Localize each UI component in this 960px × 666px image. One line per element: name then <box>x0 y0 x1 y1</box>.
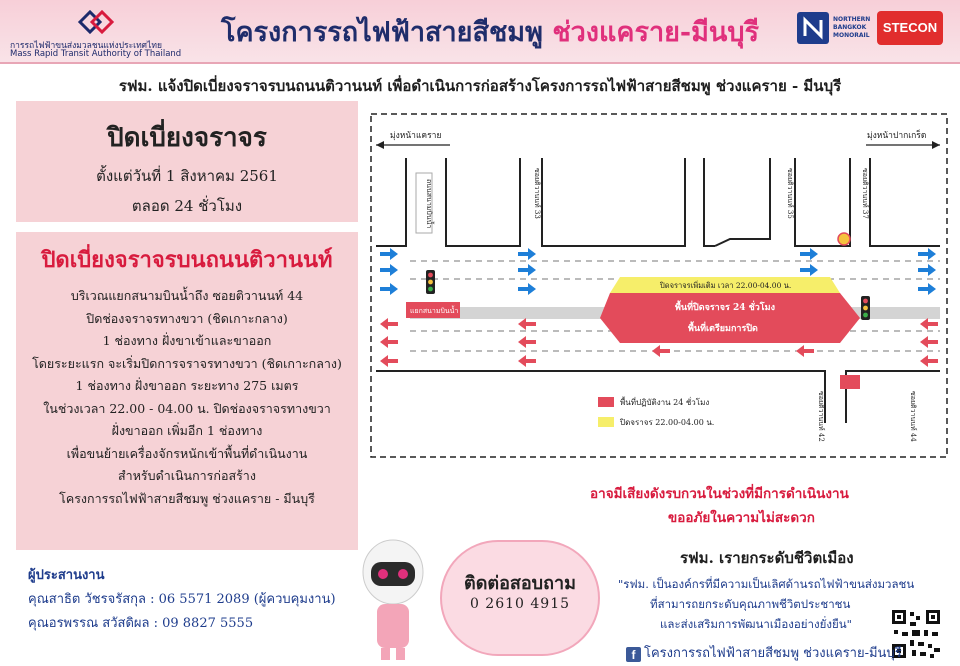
page-title <box>190 10 790 53</box>
facebook-page-name: โครงการรถไฟฟ้าสายสีชมพู ช่วงแคราย-มีนบุรี <box>644 646 902 661</box>
nbm-logo <box>797 12 871 46</box>
facebook-icon: f <box>626 647 641 662</box>
soi-label: ซอยติวานนท์ 44 <box>909 391 917 442</box>
zone-night-label: ปิดจราจรเพิ่มเติม เวลา 22.00-04.00 น. <box>660 281 792 290</box>
traffic-light-icon <box>861 296 870 320</box>
detail-line: ฝั่งขาออก เพิ่มอีก 1 ช่องทาง <box>111 423 263 438</box>
shell-station-icon <box>838 233 850 245</box>
direction-left-label: มุ่งหน้าแคราย <box>390 131 442 141</box>
mrta-emblem-icon <box>76 8 116 36</box>
detail-line: บริเวณแยกสนามบินน้ำถึง ซอยติวานนท์ 44 <box>70 288 304 303</box>
legend-label-yellow: ปิดจราจร 22.00-04.00 น. <box>620 418 715 427</box>
soi-label: ซอยติวานนท์ 33 <box>533 168 541 219</box>
soi-label: ซอยติวานนท์ 37 <box>861 168 869 219</box>
slogan-line: และส่งเสริมการพัฒนาเมืองอย่างยั่งยืน" <box>660 617 852 631</box>
detail-line: 1 ช่องทาง ฝั่งขาออก ระยะทาง 275 เมตร <box>75 378 299 393</box>
closure-summary-box <box>16 101 358 222</box>
slogan-line: ที่สามารถยกระดับคุณภาพชีวิตประชาชน <box>650 597 851 611</box>
nbm-name: NORTHERN BANGKOK MONORAIL <box>833 16 871 39</box>
mascot-illustration <box>353 532 433 662</box>
slogan-title: รฟม. เรายกระดับชีวิตเมือง <box>680 549 854 567</box>
closure-zone-24h <box>600 293 860 343</box>
stecon-logo: STECON <box>877 11 943 45</box>
zone-prep-label: พื้นที่เตรียมการปิด <box>688 324 758 334</box>
noise-warning: อาจมีเสียงดังรบกวนในช่วงที่มีการดำเนินงาน <box>590 486 849 502</box>
contact-title: ติดต่อสอบถาม <box>464 573 576 594</box>
closure-detail-box <box>16 232 358 550</box>
legend-swatch-yellow <box>598 417 614 427</box>
zone-24h-label: พื้นที่ปิดจราจร 24 ชั่วโมง <box>675 303 775 313</box>
org-name-english: Mass Rapid Transit Authority of Thailand <box>10 49 182 59</box>
slogan-line: "รฟม. เป็นองค์กรที่มีความเป็นเลิศด้านรถไฟฟ้าขนส่งมวลชน <box>618 577 915 591</box>
contact-phone[interactable]: 0 2610 4915 <box>469 596 571 612</box>
closure-start: ตั้งแต่วันที่ 1 สิงหาคม 2561 <box>96 167 278 185</box>
legend-label-red: พื้นที่ปฏิบัติงาน 24 ชั่วโมง <box>620 398 710 407</box>
coordinator-contact: คุณสาธิต วัชรจรัสกุล : 06 5571 2089 (ผู้ควบคุมงาน) <box>28 592 336 607</box>
title-project: โครงการรถไฟฟ้าสายสีชมพู <box>220 17 543 48</box>
detail-line: เพื่อขนย้ายเครื่องจักรหนักเข้าพื้นที่ดำเนินงาน <box>66 445 308 461</box>
detail-title: ปิดเบี่ยงจราจรบนถนนติวานนท์ <box>41 247 333 273</box>
direction-right-label: มุ่งหน้าปากเกร็ด <box>867 131 927 141</box>
closure-duration: ตลอด 24 ชั่วโมง <box>131 197 243 215</box>
title-section: ช่วงแคราย-มีนบุรี <box>552 17 760 48</box>
coordinator-title: ผู้ประสานงาน <box>28 568 105 583</box>
traffic-closure-map <box>370 113 948 458</box>
nbm-emblem-icon <box>797 12 829 44</box>
junction-label: แยกสนามบินน้ำ <box>410 307 459 315</box>
soi-label: ซอยติวานนท์ 35 <box>786 168 794 219</box>
org-name-thai: การรถไฟฟ้าขนส่งมวลชนแห่งประเทศไทย <box>10 41 162 51</box>
contact-badge <box>440 540 600 656</box>
detail-line: สำหรับดำเนินการก่อสร้าง <box>118 468 256 483</box>
honda-dealer-icon <box>840 375 860 389</box>
apology-text: ขออภัยในความไม่สะดวก <box>668 510 815 526</box>
road-label-sanambinnam: ถนนสนามบินน้ำ <box>425 179 433 229</box>
detail-line: โครงการรถไฟฟ้าสายสีชมพู ช่วงแคราย - มีนบุรี <box>59 490 315 506</box>
mrta-logo <box>8 6 188 58</box>
soi-label: ซอยติวานนท์ 42 <box>817 391 825 442</box>
detail-line: ปิดช่องจราจรทางขวา (ชิดเกาะกลาง) <box>86 310 288 326</box>
header-banner <box>0 0 960 64</box>
traffic-light-icon <box>426 270 435 294</box>
detail-line: ในช่วงเวลา 22.00 - 04.00 น. ปิดช่องจราจรทางขวา <box>43 400 331 416</box>
facebook-link[interactable] <box>626 642 902 663</box>
coordinator-contact: คุณอรพรรณ สวัสดิผล : 09 8827 5555 <box>28 616 254 631</box>
legend-swatch-red <box>598 397 614 407</box>
announcement-subtitle: รฟม. แจ้งปิดเบี่ยงจราจรบนถนนติวานนท์ เพื่อดำเนินการก่อสร้างโครงการรถไฟฟ้าสายสีชมพู ช่วงแคราย - มีนบุรี <box>118 77 842 95</box>
detail-line: โดยระยะแรก จะเริ่มปิดการจราจรทางขวา (ชิดเกาะกลาง) <box>32 355 342 371</box>
detail-line: 1 ช่องทาง ฝั่งขาเข้าและขาออก <box>102 333 272 348</box>
closure-title: ปิดเบี่ยงจราจร <box>107 123 267 153</box>
